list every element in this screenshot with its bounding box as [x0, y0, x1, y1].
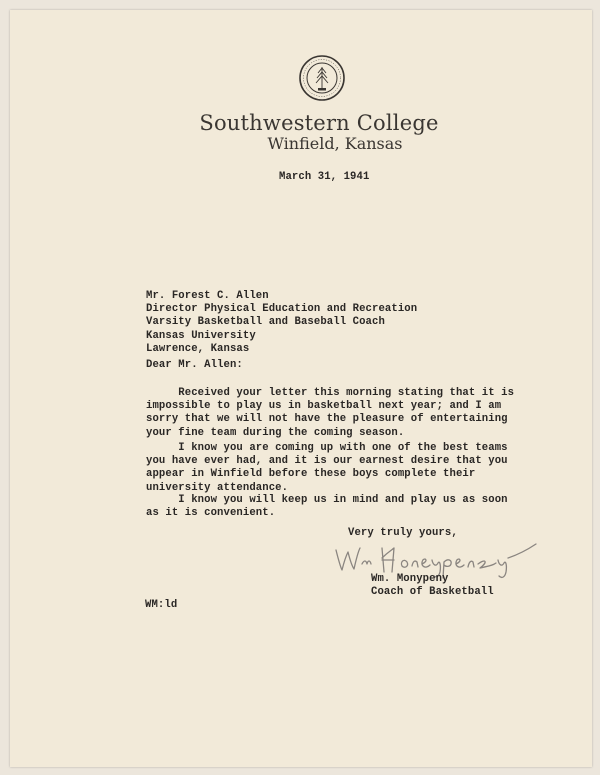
- recipient-line: Varsity Basketball and Baseball Coach: [146, 316, 385, 329]
- college-name: Southwestern College: [199, 111, 439, 135]
- body-paragraph-3: I know you will keep us in mind and play us as soon as it is convenient.: [146, 494, 508, 520]
- college-seal: [298, 54, 346, 102]
- body-paragraph-1: Received your letter this morning stating that it is impossible to play us in basketball next year; and I am sorry that we will not have the pleasure of entertaining your fine team during the coming season.: [146, 387, 515, 439]
- letter-date: March 31, 1941: [279, 171, 370, 183]
- recipient-line: Kansas University: [146, 329, 256, 342]
- reference-initials: WM:ld: [145, 599, 178, 611]
- signature-block: [371, 573, 494, 599]
- recipient-line: Mr. Forest C. Allen: [146, 290, 269, 302]
- body-paragraph-2: I know you are coming up with one of the best teams you have ever had, and it is our earnest desire that you appear in Winfield before these boys complete their university attendance.: [146, 442, 508, 494]
- recipient-address: [146, 290, 417, 356]
- closing: Very truly yours,: [348, 527, 458, 539]
- salutation: Dear Mr. Allen:: [146, 359, 243, 371]
- letter-page: [10, 10, 592, 767]
- recipient-line: Lawrence, Kansas: [146, 342, 250, 355]
- signer-title: Coach of Basketball: [371, 586, 494, 599]
- signer-name: Wm. Monypeny: [371, 573, 449, 585]
- recipient-line: Director Physical Education and Recreation: [146, 303, 418, 316]
- college-city: Winfield, Kansas: [267, 134, 403, 153]
